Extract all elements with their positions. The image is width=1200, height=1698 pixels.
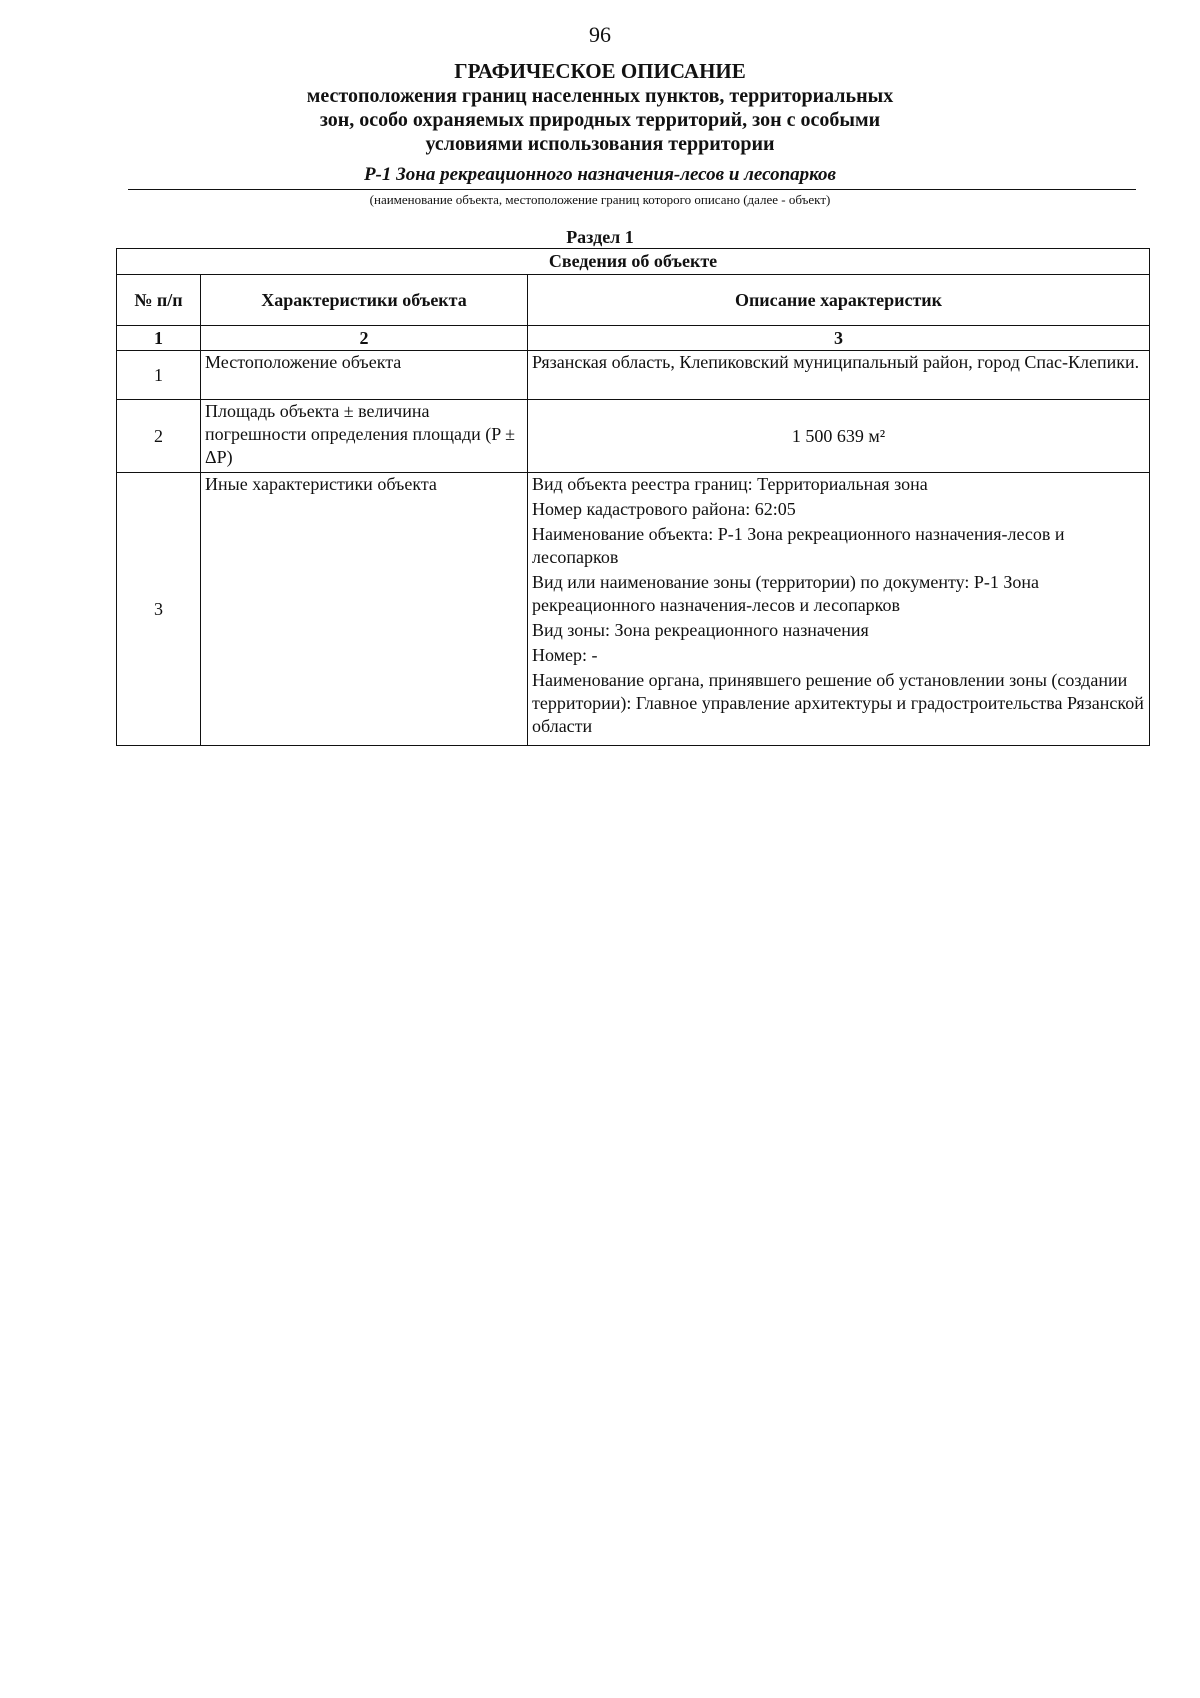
object-name-caption: (наименование объекта, местоположение границ которого описано (далее - объект) <box>369 192 831 207</box>
row-description: 1 500 639 м² <box>528 400 1150 473</box>
row-number: 1 <box>117 351 201 400</box>
description-line: Номер: - <box>532 645 598 665</box>
description-line: Вид или наименование зоны (территории) по документу: Р-1 Зона рекреационного назначения-лесов и лесопарков <box>532 572 1040 615</box>
table-row <box>117 400 1150 473</box>
table-index-row <box>117 326 1150 351</box>
document-header <box>0 58 1200 156</box>
table-caption-row <box>117 249 1150 275</box>
row-characteristic: Местоположение объекта <box>201 351 528 400</box>
table-row <box>117 351 1150 400</box>
description-line: Вид объекта реестра границ: Территориальная зона <box>532 474 928 494</box>
row-number: 2 <box>117 400 201 473</box>
row-characteristic: Иные характеристики объекта <box>201 473 528 746</box>
object-name: Р-1 Зона рекреационного назначения-лесов и лесопарков <box>363 164 837 185</box>
description-line: Наименование органа, принявшего решение об установлении зоны (создании территории): Главное управление архитектуры и градостроительства Рязанской области <box>532 670 1144 736</box>
column-index-1: 1 <box>117 326 201 351</box>
column-header-characteristic: Характеристики объекта <box>201 275 528 326</box>
table-row <box>117 473 1150 746</box>
object-info-table <box>116 248 1150 746</box>
document-subtitle-line-2: зон, особо охраняемых природных территорий, зон с особыми <box>319 109 881 131</box>
section-title: Раздел 1 <box>566 227 634 247</box>
column-header-description: Описание характеристик <box>528 275 1150 326</box>
row-description: Рязанская область, Клепиковский муниципальный район, город Спас-Клепики. <box>528 351 1150 400</box>
description-line: Вид зоны: Зона рекреационного назначения <box>532 620 869 640</box>
table-header-row <box>117 275 1150 326</box>
column-header-num: № п/п <box>117 275 201 326</box>
document-subtitle-line-1: местоположения границ населенных пунктов, территориальных <box>306 85 894 107</box>
document-subtitle-line-3: условиями использования территории <box>425 133 775 155</box>
row-characteristic: Площадь объекта ± величина погрешности определения площади (P ± ΔP) <box>201 400 528 473</box>
page-number: 96 <box>589 22 611 47</box>
table-caption: Сведения об объекте <box>117 249 1150 275</box>
column-index-2: 2 <box>201 326 528 351</box>
object-name-underline <box>128 189 1136 190</box>
row-number: 3 <box>117 473 201 746</box>
column-index-3: 3 <box>528 326 1150 351</box>
document-title: ГРАФИЧЕСКОЕ ОПИСАНИЕ <box>454 59 746 83</box>
description-line: Наименование объекта: Р-1 Зона рекреационного назначения-лесов и лесопарков <box>532 524 1065 567</box>
description-line: Номер кадастрового района: 62:05 <box>532 499 796 519</box>
row-description-list <box>528 473 1150 746</box>
